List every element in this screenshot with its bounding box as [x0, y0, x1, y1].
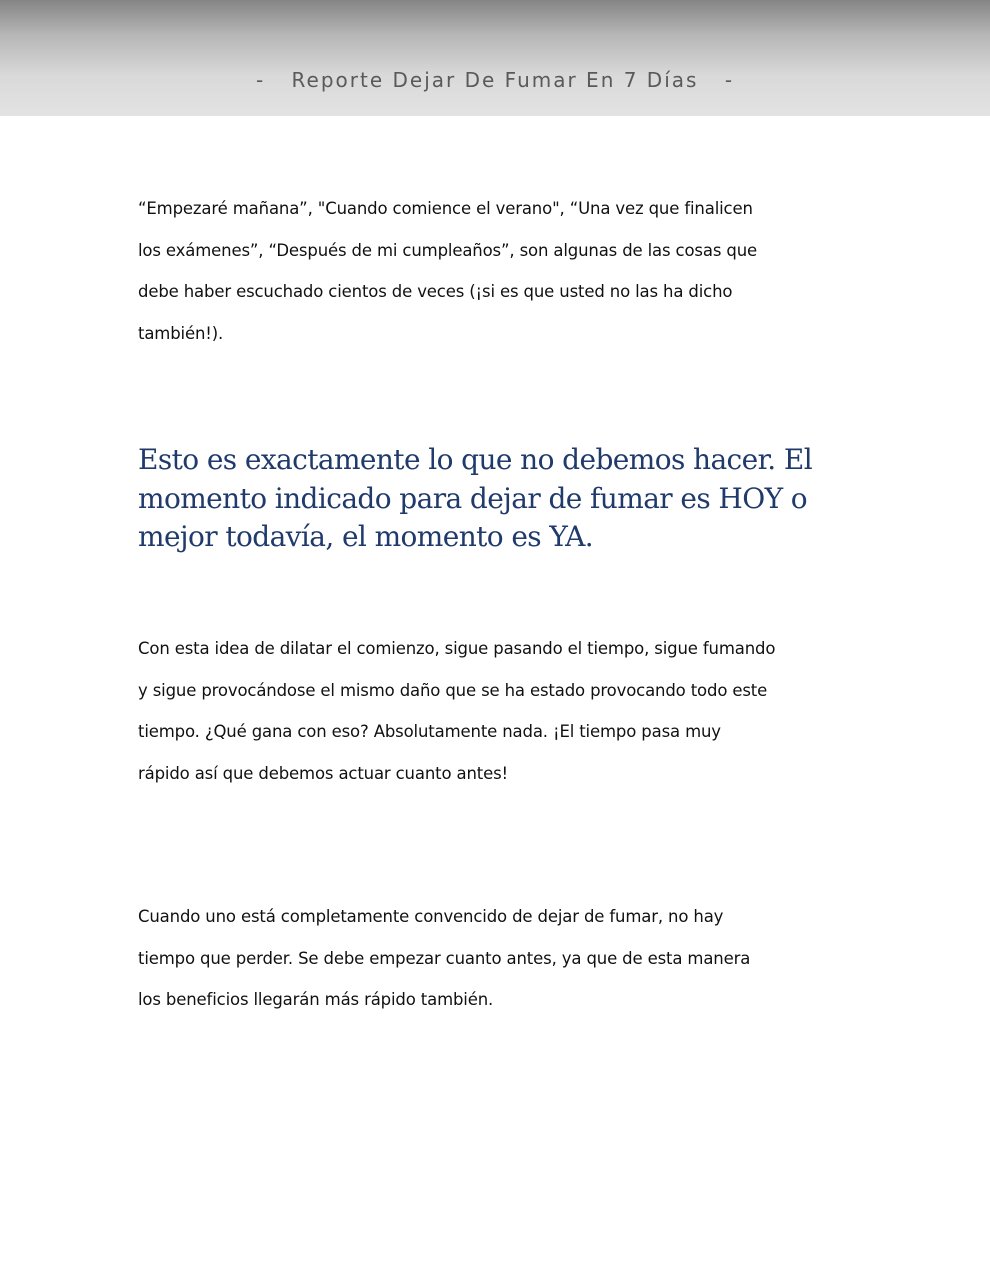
header-title: Reporte Dejar De Fumar En 7 Días: [291, 68, 699, 92]
header-title-row: [0, 66, 990, 94]
third-paragraph: [138, 896, 858, 1021]
paragraph-line: y sigue provocándose el mismo daño que se ha estado provocando todo este: [138, 680, 768, 700]
paragraph-line: “Empezaré mañana”, "Cuando comience el verano", “Una vez que finalicen: [138, 199, 753, 218]
callout-line: Esto es exactamente lo que no debemos hacer. El: [138, 443, 813, 476]
paragraph-line: Con esta idea de dilatar el comienzo, sigue pasando el tiempo, sigue fumando: [138, 639, 776, 658]
paragraph-line: debe haber escuchado cientos de veces (¡si es que usted no las ha dicho: [138, 282, 733, 301]
second-paragraph: [138, 628, 858, 794]
paragraph-line: rápido así que debemos actuar cuanto antes!: [138, 763, 508, 783]
paragraph-line: Cuando uno está completamente convencido de dejar de fumar, no hay: [138, 907, 724, 926]
header-dash-right: -: [724, 68, 735, 92]
header-dash-left: -: [255, 68, 266, 92]
callout-line: momento indicado para dejar de fumar es HOY o: [138, 481, 808, 515]
paragraph-line: los beneficios llegarán más rápido también.: [138, 990, 494, 1009]
paragraph-line: también!).: [138, 323, 224, 343]
callout-quote: [138, 441, 838, 557]
intro-paragraph: [138, 188, 858, 354]
paragraph-line: tiempo. ¿Qué gana con eso? Absolutamente nada. ¡El tiempo pasa muy: [138, 722, 721, 741]
callout-line: mejor todavía, el momento es YA.: [138, 520, 594, 553]
paragraph-line: los exámenes”, “Después de mi cumpleaños”, son algunas de las cosas que: [138, 240, 758, 260]
paragraph-line: tiempo que perder. Se debe empezar cuanto antes, ya que de esta manera: [138, 948, 751, 968]
page-header: [0, 0, 990, 116]
